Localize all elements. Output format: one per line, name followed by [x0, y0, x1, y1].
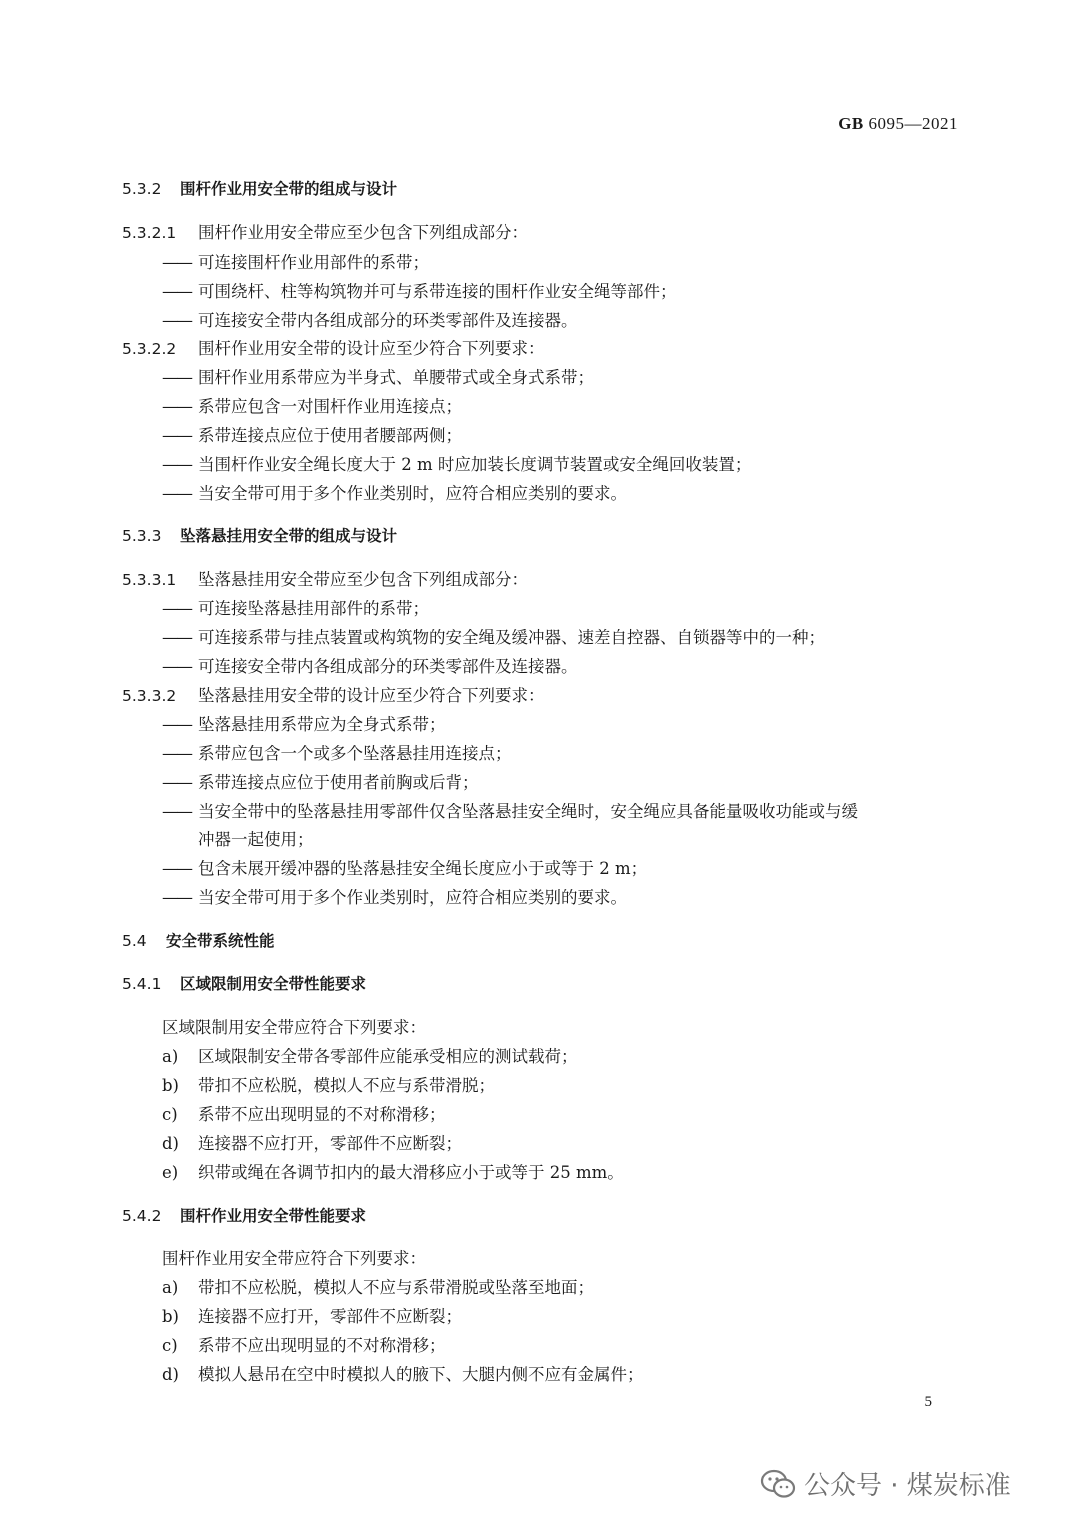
list-item-text: 冲器一起使用；: [198, 830, 314, 849]
dash-marker: ——: [162, 628, 191, 647]
clause-text: 坠落悬挂用安全带应至少包含下列组成部分：: [198, 570, 528, 589]
section-title: 围杆作业用安全带的组成与设计: [180, 180, 398, 198]
list-item-text: 系带连接点应位于使用者腰部两侧；: [198, 426, 462, 445]
watermark: [760, 1465, 1011, 1502]
lettered-list-item: [122, 1046, 578, 1068]
item-marker: a): [162, 1278, 179, 1297]
item-marker: d): [162, 1134, 179, 1153]
section-number: 5.3.3: [122, 527, 162, 545]
dash-marker: ——: [162, 426, 191, 445]
clause-number: 5.3.2.2: [122, 340, 177, 358]
dash-list-item: [122, 252, 429, 274]
item-marker: d): [162, 1365, 179, 1384]
dash-list-item: [122, 656, 578, 678]
section-title: 围杆作业用安全带性能要求: [180, 1207, 367, 1225]
list-item-text: 可连接坠落悬挂用部件的系带；: [198, 599, 429, 618]
list-item-text: 系带连接点应位于使用者前胸或后背；: [198, 773, 479, 792]
list-item-text: 坠落悬挂用系带应为全身式系带；: [198, 715, 446, 734]
list-item-text: 可连接系带与挂点装置或构筑物的安全绳及缓冲器、速差自控器、自锁器等中的一种；: [198, 628, 825, 647]
clause-line: [122, 569, 528, 591]
dash-marker: ——: [162, 282, 191, 301]
clause-text: 围杆作业用安全带应至少包含下列组成部分：: [198, 223, 528, 242]
dash-list-item: [122, 627, 825, 649]
paragraph: [122, 1248, 426, 1270]
standard-prefix: GB: [838, 114, 864, 133]
item-marker: b): [162, 1307, 179, 1326]
list-item-text: 可连接安全带内各组成部分的环类零部件及连接器。: [198, 311, 578, 330]
dash-list-item: [122, 310, 578, 332]
dash-marker: ——: [162, 599, 191, 618]
lettered-list-item: [122, 1277, 594, 1299]
clause-number: 5.3.3.1: [122, 571, 177, 589]
section-title: 区域限制用安全带性能要求: [180, 975, 367, 993]
dash-marker: ——: [162, 773, 191, 792]
dash-marker: ——: [162, 859, 191, 878]
dash-marker: ——: [162, 802, 191, 821]
list-item-text: 带扣不应松脱，模拟人不应与系带滑脱；: [198, 1076, 495, 1095]
dash-list-item: [122, 454, 751, 476]
dash-marker: ——: [162, 715, 191, 734]
lettered-list-item: [122, 1133, 462, 1155]
section-number: 5.4.2: [122, 1207, 162, 1225]
page-number: 5: [924, 1394, 932, 1410]
list-item-text: 连接器不应打开，零部件不应断裂；: [198, 1134, 462, 1153]
clause-number: 5.3.3.2: [122, 687, 177, 705]
section-heading: [122, 178, 397, 200]
lettered-list-item: [122, 1306, 462, 1328]
section-heading: [122, 930, 275, 952]
dash-marker: ——: [162, 484, 191, 503]
list-item-text: 系带应包含一个或多个坠落悬挂用连接点；: [198, 744, 512, 763]
section-number: 5.3.2: [122, 180, 162, 198]
list-item-text: 当安全带中的坠落悬挂用零部件仅含坠落悬挂安全绳时，安全绳应具备能量吸收功能或与缓: [198, 802, 858, 821]
dash-marker: ——: [162, 657, 191, 676]
list-item-text: 系带应包含一对围杆作业用连接点；: [198, 397, 462, 416]
list-item-text: 连接器不应打开，零部件不应断裂；: [198, 1307, 462, 1326]
dash-marker: ——: [162, 368, 191, 387]
dash-list-item: [122, 483, 627, 505]
item-marker: c): [162, 1336, 178, 1355]
list-item-text: 模拟人悬吊在空中时模拟人的腋下、大腿内侧不应有金属件；: [198, 1365, 644, 1384]
paragraph-text: 围杆作业用安全带应符合下列要求：: [162, 1249, 426, 1268]
dash-marker: ——: [162, 744, 191, 763]
dash-marker: ——: [162, 253, 191, 272]
dash-marker: ——: [162, 311, 191, 330]
clause-line: [122, 685, 545, 707]
dash-marker: ——: [162, 888, 191, 907]
clause-text: 坠落悬挂用安全带的设计应至少符合下列要求：: [198, 686, 545, 705]
section-number: 5.4.1: [122, 975, 162, 993]
list-item-text: 区域限制安全带各零部件应能承受相应的测试载荷；: [198, 1047, 578, 1066]
list-item-text: 带扣不应松脱，模拟人不应与系带滑脱或坠落至地面；: [198, 1278, 594, 1297]
lettered-list-item: [122, 1075, 495, 1097]
clause-text: 围杆作业用安全带的设计应至少符合下列要求：: [198, 339, 545, 358]
standard-number: 6095—2021: [868, 114, 958, 133]
list-item-text: 可围绕杆、柱等构筑物并可与系带连接的围杆作业安全绳等部件；: [198, 282, 677, 301]
section-heading: [122, 973, 366, 995]
item-marker: a): [162, 1047, 179, 1066]
list-item-text: 围杆作业用系带应为半身式、单腰带式或全身式系带；: [198, 368, 594, 387]
section-title: 坠落悬挂用安全带的组成与设计: [180, 527, 398, 545]
lettered-list-item: [122, 1162, 624, 1184]
lettered-list-item: [122, 1364, 644, 1386]
dash-list-item: [122, 367, 594, 389]
section-number: 5.4: [122, 932, 147, 950]
list-item-text: 包含未展开缓冲器的坠落悬挂安全绳长度应小于或等于 2 m；: [198, 859, 648, 878]
lettered-list-item: [122, 1335, 446, 1357]
clause-line: [122, 222, 528, 244]
lettered-list-item: [122, 1104, 446, 1126]
paragraph: [122, 1017, 426, 1039]
list-item-text: 当安全带可用于多个作业类别时，应符合相应类别的要求。: [198, 888, 627, 907]
list-item-text: 可连接围杆作业用部件的系带；: [198, 253, 429, 272]
clause-number: 5.3.2.1: [122, 224, 177, 242]
item-marker: c): [162, 1105, 178, 1124]
list-item-text: 当安全带可用于多个作业类别时，应符合相应类别的要求。: [198, 484, 627, 503]
watermark-text: 公众号 · 煤炭标准: [804, 1471, 1011, 1501]
list-item-text: 系带不应出现明显的不对称滑移；: [198, 1105, 446, 1124]
dash-list-item: [122, 858, 647, 880]
standard-code: [838, 114, 958, 134]
list-item-continuation: [122, 829, 314, 851]
list-item-text: 可连接安全带内各组成部分的环类零部件及连接器。: [198, 657, 578, 676]
clause-line: [122, 338, 545, 360]
wechat-icon: [760, 1469, 796, 1499]
list-item-text: 当围杆作业安全绳长度大于 2 m 时应加装长度调节装置或安全绳回收装置；: [198, 455, 752, 474]
dash-list-item: [122, 887, 627, 909]
dash-list-item: [122, 714, 446, 736]
dash-marker: ——: [162, 455, 191, 474]
dash-list-item: [122, 281, 677, 303]
section-heading: [122, 1205, 366, 1227]
dash-marker: ——: [162, 397, 191, 416]
list-item-text: 织带或绳在各调节扣内的最大滑移应小于或等于 25 mm。: [198, 1163, 624, 1182]
item-marker: e): [162, 1163, 179, 1182]
item-marker: b): [162, 1076, 179, 1095]
dash-list-item: [122, 396, 462, 418]
dash-list-item: [122, 772, 479, 794]
dash-list-item: [122, 801, 858, 823]
dash-list-item: [122, 598, 429, 620]
dash-list-item: [122, 743, 512, 765]
section-heading: [122, 525, 397, 547]
section-title: 安全带系统性能: [166, 932, 275, 950]
paragraph-text: 区域限制用安全带应符合下列要求：: [162, 1018, 426, 1037]
list-item-text: 系带不应出现明显的不对称滑移；: [198, 1336, 446, 1355]
dash-list-item: [122, 425, 462, 447]
